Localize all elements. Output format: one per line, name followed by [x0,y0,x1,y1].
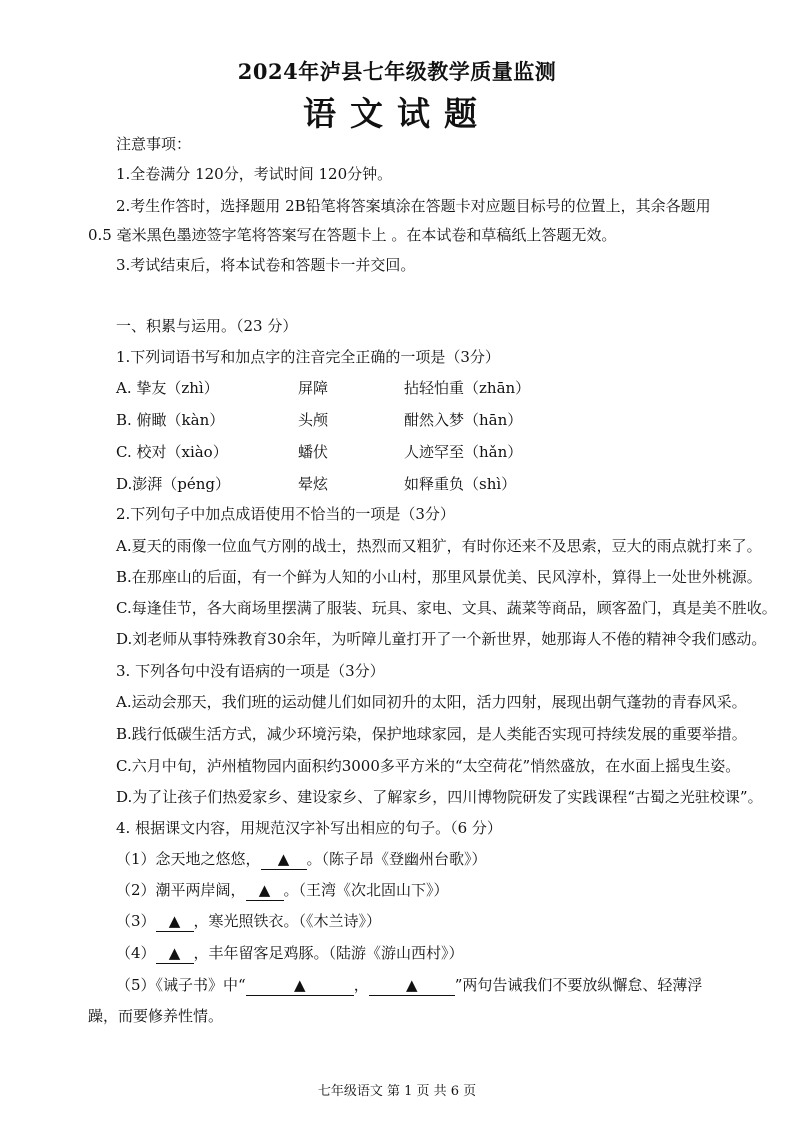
notes-heading: 注意事项： [116,135,192,153]
q3-option-d: D.为了让孩子们热爱家乡、建设家乡、了解家乡，四川博物院研发了实践课程“古蜀之光驻校课”。 [116,788,763,806]
q1-option-a-word2: 屏障 [298,379,329,397]
answer-blank-long [369,975,455,996]
section1-heading: 一、积累与运用。（23 分） [116,317,298,335]
q4-item-4 [116,943,464,964]
q4-item-3-pre: （3） [116,912,156,930]
q4-item-1-post: 。（陈子昂《登幽州台歌》） [306,850,487,868]
q2-option-d: D.刘老师从事特殊教育30余年，为听障儿童打开了一个新世界，她那诲人不倦的精神令我们感动。 [116,630,767,648]
q3-option-b: B.践行低碳生活方式，减少环境污染，保护地球家园，是人类能否实现可持续发展的重要举措。 [116,725,747,743]
note-item-3: 3.考试结束后，将本试卷和答题卡一并交回。 [116,256,416,274]
q2-option-a: A.夏天的雨像一位血气方刚的战士，热烈而又粗犷，有时你还来不及思索，豆大的雨点就打来了。 [116,537,762,555]
q4-item-5 [116,975,702,996]
q3-option-a: A.运动会那天，我们班的运动健儿们如同初升的太阳，活力四射，展现出朝气蓬勃的青春风采。 [116,693,747,711]
q2-option-c: C.每逢佳节，各大商场里摆满了服装、玩具、家电、文具、蔬菜等商品，顾客盈门，真是美不胜收。 [116,599,777,617]
blank-marker: ▲ [168,912,181,930]
q1-option-d-word3: 如释重负（shì） [404,475,517,493]
q4-item-4-post: ，丰年留客足鸡豚。（陆游《游山西村》） [193,944,464,962]
answer-blank-long [246,975,354,996]
q1-option-b-word1: B. 俯瞰（kàn） [116,411,225,429]
answer-blank [156,943,194,964]
note-item-1: 1.全卷满分 120分，考试时间 120分钟。 [116,165,393,183]
q1-option-d-word2: 晕炫 [298,475,329,493]
q4-item-5-post: ”两句告诫我们不要放纵懈怠、轻薄浮 [454,976,703,994]
q1-option-a-word3: 拈轻怕重（zhān） [404,379,531,397]
exam-title: 2024年泸县七年级教学质量监测 [237,59,557,84]
q1-option-b-word2: 头颅 [298,411,329,429]
note-item-2: 2.考生作答时，选择题用 2B铅笔将答案填涂在答题卡对应题目标号的位置上，其余各题用 [116,197,711,215]
q4-item-1-pre: （1）念天地之悠悠， [116,850,261,868]
q4-item-2 [116,880,449,901]
blank-marker: ▲ [168,944,181,962]
q4-item-5-cont: 躁，而要修养性情。 [88,1007,224,1025]
blank-marker: ▲ [293,976,306,994]
blank-marker: ▲ [258,881,271,899]
q3-option-c: C.六月中旬，泸州植物园内面积约3000多平方米的“太空荷花”悄然盛放，在水面上摇曳生姿。 [116,757,741,775]
q1-option-b-word3: 酣然入梦（hān） [404,411,523,429]
note-item-2-cont: 0.5 毫米黑色墨迹签字笔将答案写在答题卡上 。在本试卷和草稿纸上答题无效。 [88,226,617,244]
q3-stem: 3. 下列各句中没有语病的一项是（3分） [116,662,385,680]
q4-item-2-pre: （2）潮平两岸阔， [116,881,246,899]
q1-option-c-word3: 人迹罕至（hǎn） [404,443,523,461]
q4-item-3 [116,911,381,932]
answer-blank [156,911,194,932]
page-footer: 七年级语文 第 1 页 共 6 页 [317,1084,477,1099]
q4-item-1 [116,849,487,870]
q1-stem: 1.下列词语书写和加点字的注音完全正确的一项是（3分） [116,348,500,366]
q4-item-5-pre: （5）《诫子书》中“ [116,976,246,994]
q4-stem: 4. 根据课文内容，用规范汉字补写出相应的句子。（6 分） [116,819,502,837]
q4-item-4-pre: （4） [116,944,156,962]
answer-blank [246,880,284,901]
answer-blank [261,849,307,870]
blank-marker: ▲ [405,976,418,994]
q4-item-2-post: 。（王湾《次北固山下》） [283,881,449,899]
blank-marker: ▲ [277,850,290,868]
subject-title: 语文试题 [303,94,491,133]
q4-item-3-post: ，寒光照铁衣。（《木兰诗》） [193,912,382,930]
q4-item-5-sep: ， [353,976,369,994]
q2-stem: 2.下列句子中加点成语使用不恰当的一项是（3分） [116,505,455,523]
q1-option-a-word1: A. 挚友（zhì） [116,379,219,397]
q1-option-d-word1: D.澎湃（péng） [116,475,231,493]
q1-option-c-word2: 蟠伏 [298,443,329,461]
q1-option-c-word1: C. 校对（xiào） [116,443,228,461]
q2-option-b: B.在那座山的后面，有一个鲜为人知的小山村，那里风景优美、民风淳朴，算得上一处世外桃源。 [116,568,762,586]
